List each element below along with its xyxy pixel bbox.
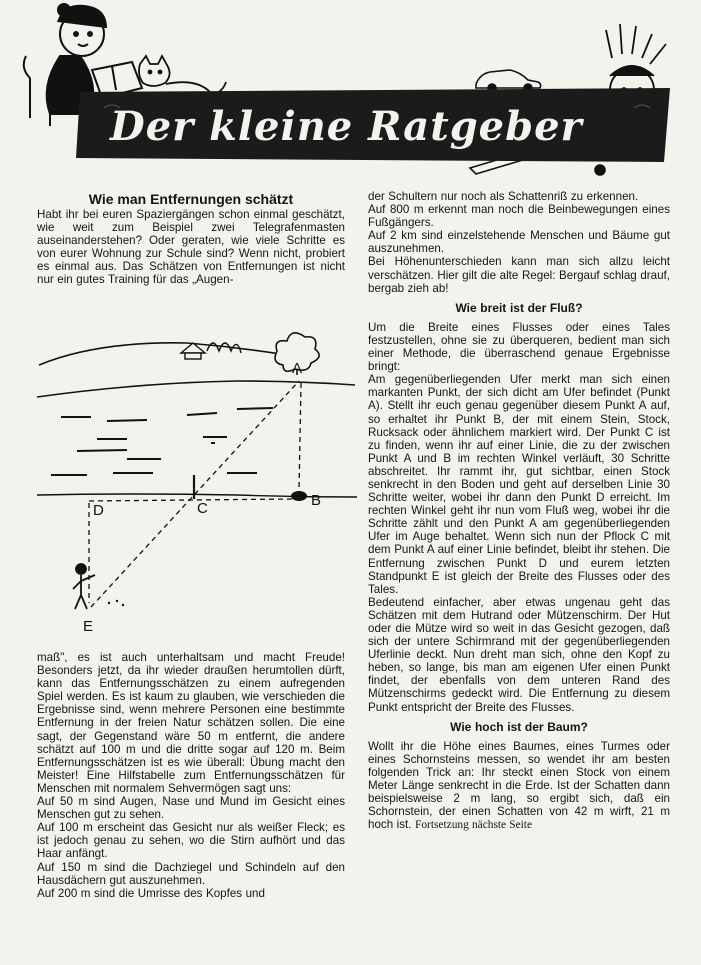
river-paragraph-3: Bedeutend einfacher, aber etwas ungenau geht das Schätzen mit dem Hutrand oder Mützenschirm. Der Hut oder die Mütze wird so weit in das Gesicht gezogen, daß sich der untere Schirmrand mit der gegenüberliegenden Uferlinie deckt. Nun dreht man sich, ohne den Kopf zu heben, so lange, bis man am eigenen Ufer einen Punkt findet, der ebenfalls von dem unteren Rand des Mützenschirms gedeckt wird. Die Entfernung zu diesem Punkt entspricht der Breite des Flusses. [368, 595, 670, 714]
label-d: D [93, 502, 104, 519]
hills-line [39, 343, 287, 365]
header-title: Der kleine Ratgeber [110, 103, 583, 150]
column-right [368, 190, 670, 832]
label-c: C [197, 500, 208, 517]
stone-b [291, 491, 307, 501]
tree-paragraph-text: Wollt ihr die Höhe eines Baumes, eines Turmes oder eines Schornsteins messen, so wendet ihr am besten folgenden Trick an: Ihr steckt einen Stock von einem Meter Länge senkrecht in die Erde. Ist der Schatten dann beispielsweise 2 m lang, so ergibt sich, daß ein Schornstein, der einen Schatten von 42 m wirft, 21 m hoch ist. [368, 739, 670, 832]
intro-paragraph: Habt ihr bei euren Spaziergängen schon einmal geschätzt, wie weit zum Beispiel zwei Telegrafenmasten auseinanderstehen? Oder geraten, wie viele Schritte es von eurer Wohnung zur Schule sind? Wenn nicht, probiert es einmal aus. Das Schätzen von Entfernungen ist nicht nur ein gutes Training für das „Augen- [37, 208, 345, 287]
label-e: E [83, 618, 94, 635]
tree-heading: Wie hoch ist der Baum? [450, 719, 588, 734]
left-paragraph-2: Auf 50 m sind Augen, Nase und Mund im Gesicht eines Menschen gut zu sehen. [37, 795, 345, 822]
article-title: Wie man Entfernungen schätzt [88, 191, 294, 207]
river-paragraph-1: Um die Breite eines Flusses oder eines Tales festzustellen, ohne sie zu überqueren, bedient man sich einer Methode, die überraschend genaue Ergebnisse bringt: [368, 320, 670, 374]
header-banner [74, 78, 674, 168]
river-width-diagram [37, 325, 357, 645]
label-a: A [292, 360, 303, 377]
column-left-top [37, 208, 345, 287]
column-left-bottom [37, 651, 345, 900]
label-b: B [311, 492, 322, 509]
continued-note: Fortsetzung nächste Seite [415, 819, 533, 832]
right-paragraph-4: Bei Höhenunterschieden kann man sich allzu leicht verschätzen. Hier gilt die alte Regel: Bergauf schlag drauf, bergab zieh ab! [368, 255, 670, 295]
near-shore-line [37, 494, 357, 497]
person-icon [73, 564, 95, 609]
far-shore-line [37, 381, 355, 397]
house-icon [181, 343, 205, 359]
line-a-b [299, 383, 301, 491]
left-paragraph-5: Auf 200 m sind die Umrisse des Kopfes und [37, 886, 265, 900]
tree-paragraph [368, 740, 670, 833]
right-paragraph-2: Auf 800 m erkennt man noch die Beinbewegungen eines Fußgängers. [368, 203, 670, 230]
right-paragraph-3: Auf 2 km sind einzelstehende Menschen und Bäume gut auszunehmen. [368, 229, 670, 256]
water-ripples [51, 408, 273, 475]
river-paragraph-2: Am gegenüberliegenden Ufer merkt man sich einen markanten Punkt, der sich dicht am Ufer befindet (Punkt A). Stellt ihr euch genau gegenüber diesem Punkt A auf, so erhaltet ihr Punkt B, der mit einem Stein, Stock, Rucksack oder ähnlichem markiert wird. Der Punkt C ist zu finden, wenn ihr auf einer Linie, die zu der zwischen Punkt A und B im rechten Winkel verläuft, 30 Schritte abschreitet. Ihr rammt ihr, gut sichtbar, einen Stock senkrecht in den Boden und geht auf derselben Linie 30 Schritte weiter, wobei ihr dann den Punkt D erreicht. Im rechten Winkel geht ihr nun vom Fluß weg, wobei ihr die Schritte zählt und den Punkt A am gegenüberliegenden Ufer im Auge behaltet. Wenn sich nun der Pflock C mit dem Punkt A auf einer Linie befindet, bleibt ihr stehen. Die Entfernung zwischen Punkt D und eurem letzten Standpunkt E ist gleich der Breite des Flusses oder des Tales. [368, 373, 670, 596]
left-paragraph-3: Auf 100 m erscheint das Gesicht nur als weißer Fleck; es ist jedoch genau zu sehen, wo die Stirn aufhört und das Haar anfängt. [37, 821, 345, 861]
river-heading: Wie breit ist der Fluß? [455, 300, 583, 315]
left-paragraph-4: Auf 150 m sind die Dachziegel und Schindeln auf den Hausdächern gut auszunehmen. [37, 860, 345, 887]
right-paragraph-1: der Schultern nur noch als Schattenriß zu erkennen. [368, 190, 639, 203]
left-paragraph-1: maß", es ist auch unterhaltsam und macht Freude! Besonders jetzt, da ihr wieder draußen herumtollen dürft, kann das Entfernungsschätzen zu einem aufregenden Spiel werden. Es ist kaum zu glauben, wie verschieden die Ergebnisse sind, wenn mehrere Personen eine bestimmte Entfernung in der freien Natur schätzen sollen. Die eine sagt, der Gegenstand wäre 50 m entfernt, die andere schätzt auf 100 m und die dritte sogar auf 120 m. Beim Entfernungsschätzen ist es wie überall: Übung macht den Meister! Eine Hilfstabelle zum Entfernungsschätzen für Menschen mit normalem Sehvermögen sagt uns: [37, 651, 345, 795]
